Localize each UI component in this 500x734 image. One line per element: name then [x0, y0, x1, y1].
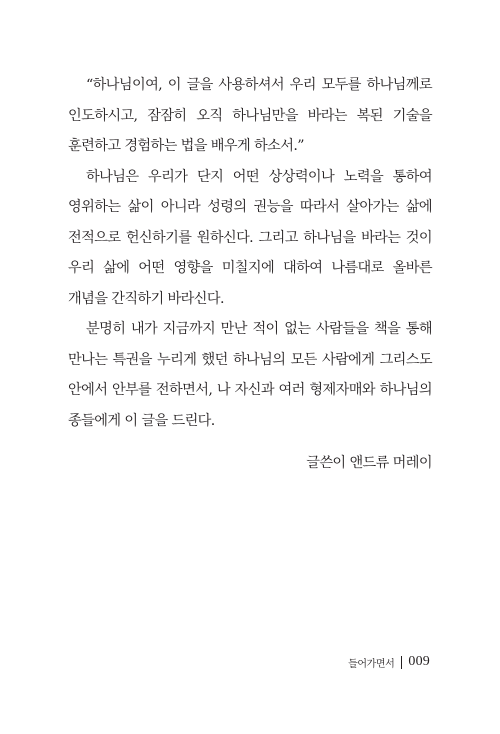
author-signature: 글쓴이 앤드류 머레이: [306, 455, 432, 471]
paragraph-greeting: 분명히 내가 지금까지 만난 적이 없는 사람들을 책을 통해 만나는 특권을 누리게 했던 하나님의 모든 사람에게 그리스도 안에서 안부를 전하면서, 나 자신과 여러 형제자매와 하나님의 종들에게 이 글을 드린다.: [68, 321, 432, 429]
paragraph-life-in-spirit: 하나님은 우리가 단지 어떤 상상력이나 노력을 통하여 영위하는 삶이 아니라 성령의 권능을 따라서 살아가는 삶에 전적으로 헌신하기를 원하신다. 그리고 하나님을 바라는 것이 우리 삶에 어떤 영향을 미칠지에 대하여 나름대로 올바른 개념을 간직하기 바라신다.: [68, 168, 432, 307]
running-head: 들어가면서: [348, 658, 395, 670]
body-text: [68, 70, 432, 436]
page-number: 009: [408, 654, 430, 669]
footer-divider: [401, 656, 402, 669]
page-footer: [348, 654, 430, 670]
paragraph-prayer: “하나님이여, 이 글을 사용하셔서 우리 모두를 하나님께로 인도하시고, 잠잠히 오직 하나님만을 바라는 복된 기술을 훈련하고 경험하는 법을 배우게 하소서.”: [68, 77, 432, 154]
